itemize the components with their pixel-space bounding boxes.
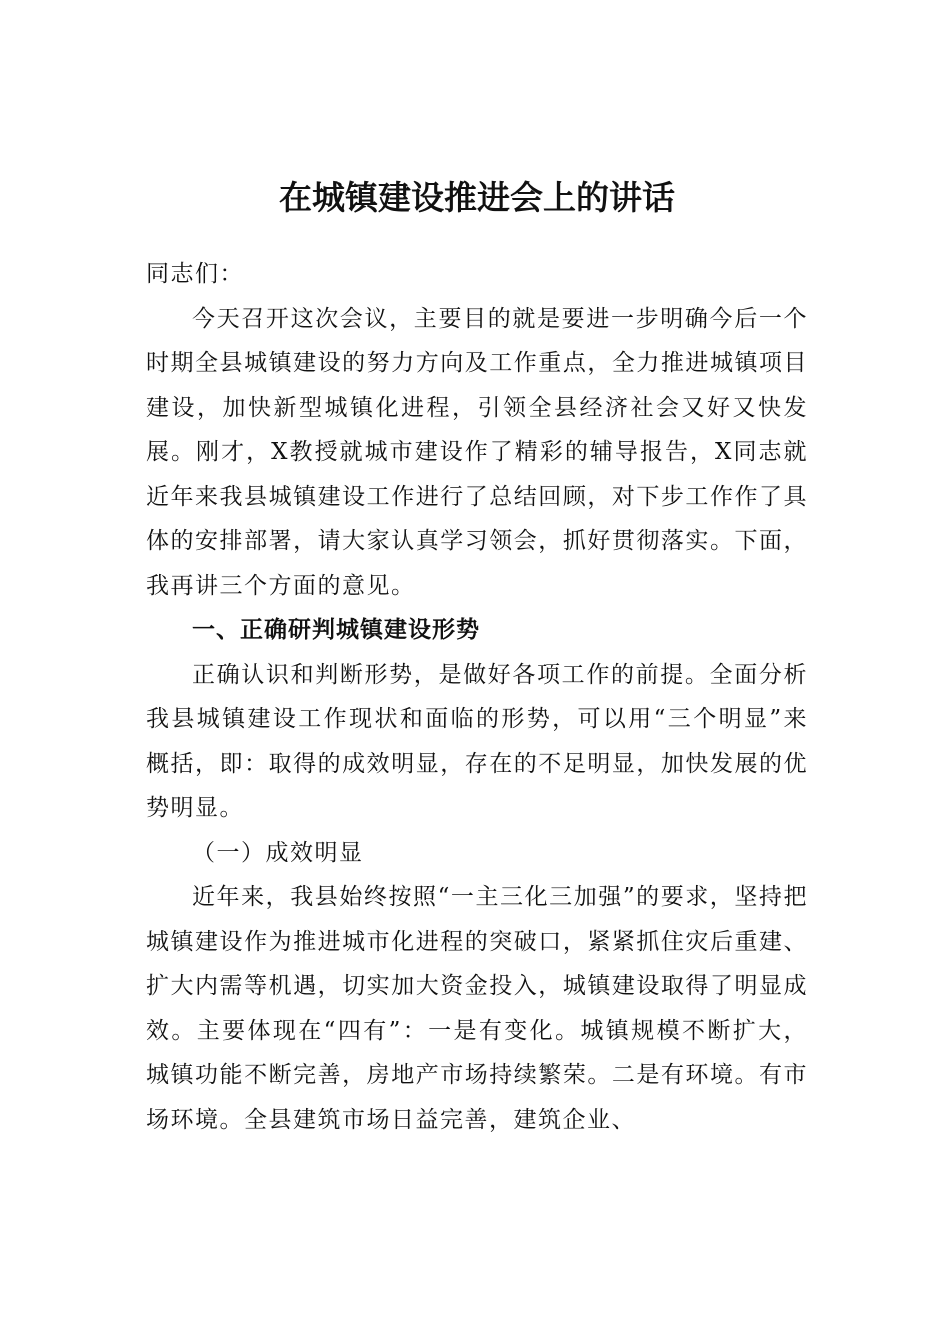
document-body: [146, 252, 808, 1142]
section-heading-1: 一、正确研判城镇建设形势: [192, 617, 480, 643]
opening-paragraph: 今天召开这次会议，主要目的就是要进一步明确今后一个时期全县城镇建设的努力方向及工作重点，全力推进城镇项目建设，加快新型城镇化进程，引领全县经济社会又好又快发展。刚才，X教授就城市建设作了精彩的辅导报告，X同志就近年来我县城镇建设工作进行了总结回顾，对下步工作作了具体的安排部署，请大家认真学习领会，抓好贯彻落实。下面，我再讲三个方面的意见。: [146, 305, 808, 599]
salutation: 同志们：: [146, 261, 244, 287]
subsection-1-paragraph: 近年来，我县始终按照“一主三化三加强”的要求，坚持把城镇建设作为推进城市化进程的突破口，紧紧抓住灾后重建、扩大内需等机遇，切实加大资金投入，城镇建设取得了明显成效。主要体现在“四有”：一是有变化。城镇规模不断扩大，城镇功能不断完善，房地产市场持续繁荣。二是有环境。有市场环境。全县建筑市场日益完善，建筑企业、: [146, 884, 808, 1133]
section-1-paragraph: 正确认识和判断形势，是做好各项工作的前提。全面分析我县城镇建设工作现状和面临的形势，可以用“三个明显”来概括，即：取得的成效明显，存在的不足明显，加快发展的优势明显。: [146, 661, 808, 821]
subsection-heading-1: （一）成效明显: [192, 839, 364, 866]
document-title: 在城镇建设推进会上的讲话: [279, 178, 675, 217]
